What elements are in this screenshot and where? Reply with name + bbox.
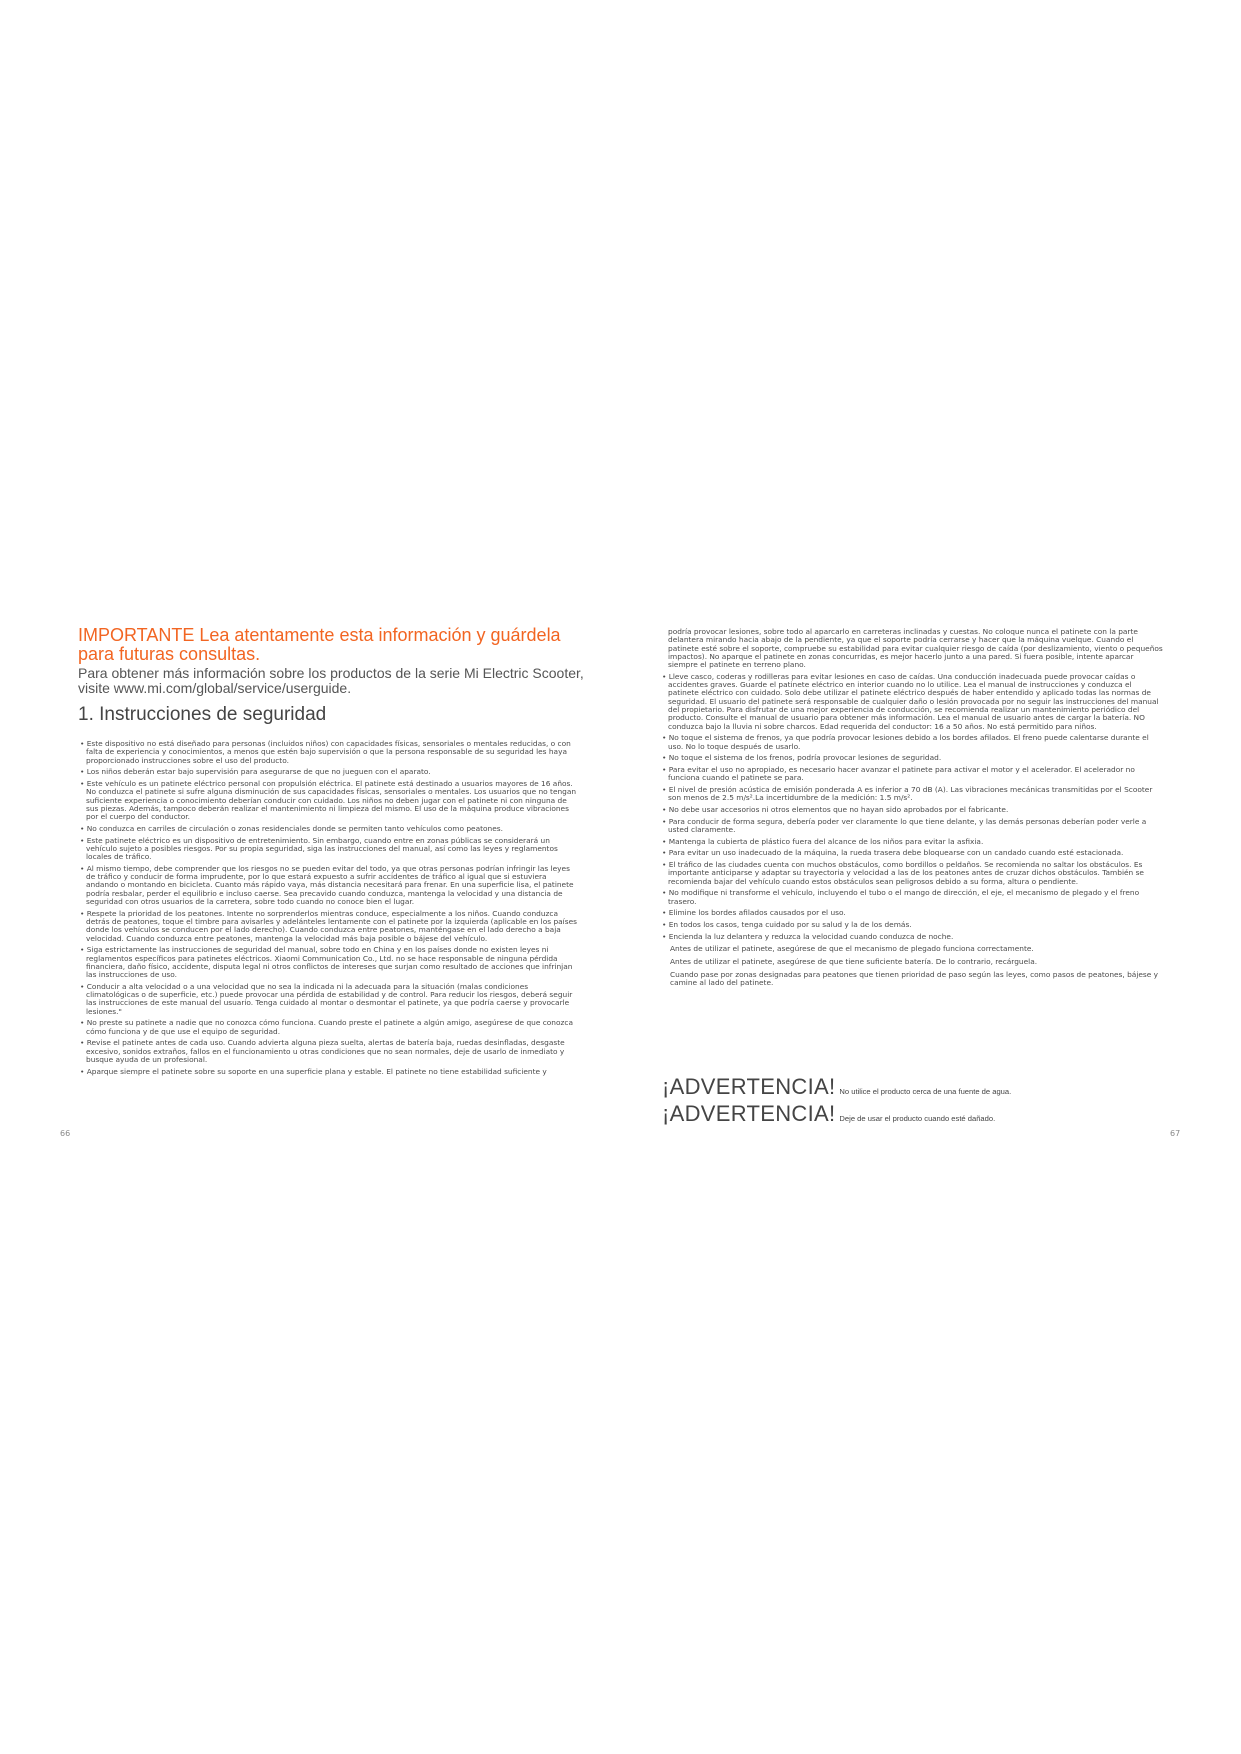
list-item: • Conducir a alta velocidad o a una velocidad que no sea la indicada ni la adecuada para la situación (malas condiciones climatológicas o de superficie, etc.) puede provocar una pérdida de estabilidad y de control. Para reducir los riesgos, deberá seguir las instrucciones de este manual del usuario. Tenga cuidado al montar o desmontar el patinete, ya que podría caerse y provocarle lesiones." xyxy=(80,981,573,1016)
list-item: • Para evitar un uso inadecuado de la máquina, la rueda trasera debe bloquearse con un candado cuando esté estacionada. xyxy=(662,848,1124,858)
list-item: • En todos los casos, tenga cuidado por su salud y la de los demás. xyxy=(662,919,912,929)
warning-damaged xyxy=(662,1101,1222,1127)
paragraph: Antes de utilizar el patinete, asegúrese de que el mecanismo de plegado funciona correctamente. xyxy=(670,943,1034,953)
section-title: 1. Instrucciones de seguridad xyxy=(78,704,327,725)
list-item: • Este vehículo es un patinete eléctrico personal con propulsión eléctrica. El patinete está destinado a usuarios mayores de 16 años. No conduzca el patinete si sufre alguna disminución de sus capacidades físicas, sensoriales o mentales. Los usuarios que no tengan suficiente experiencia o conocimiento deberían conducir con cuidado. Los niños no deben jugar con el patinete ni con ninguna de sus piezas. Además, tampoco deberán realizar el mantenimiento ni limpieza del mismo. El uso de la máquina produce vibraciones por el cuerpo del conductor. xyxy=(80,778,577,822)
list-item: • Mantenga la cubierta de plástico fuera del alcance de los niños para evitar la asfixia. xyxy=(662,836,984,846)
warning-message: No utilice el producto cerca de una fuente de agua. xyxy=(839,1087,1012,1096)
paragraph: Cuando pase por zonas designadas para peatones que tienen prioridad de paso según las leyes, como pasos de peatones, bájese y camine al lado del patinete. xyxy=(670,970,1159,988)
list-item: • No debe usar accesorios ni otros elementos que no hayan sido aprobados por el fabricante. xyxy=(662,804,1009,814)
paragraph: Antes de utilizar el patinete, asegúrese de que tiene suficiente batería. De lo contrario, recárguela. xyxy=(670,957,1038,967)
list-item: • Encienda la luz delantera y reduzca la velocidad cuando conduzca de noche. xyxy=(662,931,954,941)
warning-heading: ¡ADVERTENCIA! xyxy=(662,1101,836,1126)
page-number-right: 67 xyxy=(1170,1129,1181,1138)
list-item: • Al mismo tiempo, debe comprender que los riesgos no se pueden evitar del todo, ya que otras personas podrían infringir las leyes de tráfico y conducir de forma imprudente, por lo que estará expuesto a sufrir accidentes de tráfico al igual que si estuviera andando o montando en bicicleta. Cuanto más rápido vaya, más distancia necesitará para frenar. En una superficie lisa, el patinete podría resbalar, perder el equilibrio e incluso caerse. Sea precavido cuando conduzca, mantenga la velocidad y una distancia de seguridad con otros usuarios de la carretera, sobre todo cuando no conoce bien el lugar. xyxy=(80,863,574,906)
list-item: • Siga estrictamente las instrucciones de seguridad del manual, sobre todo en China y en los países donde no existen leyes ni reglamentos específicos para patinetes eléctricos. Xiaomi Communication Co., Ltd. no se hace responsable de ninguna pérdida financiera, daño físico, accidente, disputa legal ni otros conflictos de intereses que surjan como resultado de acciones que infrinjan las instrucciones de uso. xyxy=(80,945,573,980)
more-info-text: Para obtener más información sobre los productos de la serie Mi Electric Scooter, visite www.mi.com/global/service/userguide. xyxy=(78,665,584,696)
list-item: • Para conducir de forma segura, debería poder ver claramente lo que tiene delante, y las demás personas deberían poder verle a usted claramente. xyxy=(662,816,1147,834)
list-item: • No toque el sistema de los frenos, podría provocar lesiones de seguridad. xyxy=(662,753,942,763)
list-item: • Este patinete eléctrico es un dispositivo de entretenimiento. Sin embargo, cuando entre en zonas públicas se considerará un vehículo sujeto a posibles riesgos. Por su propia seguridad, siga las instrucciones del manual, así como las leyes y reglamentos locales de tráfico. xyxy=(80,835,558,862)
list-item: • Para evitar el uso no apropiado, es necesario hacer avanzar el patinete para activar el motor y el acelerador. El acelerador no funciona cuando el patinete se para. xyxy=(662,765,1135,783)
continuation-text: podría provocar lesiones, sobre todo al aparcarlo en carreteras inclinadas y cuestas. No coloque nunca el patinete con la parte delantera mirando hacia abajo de la pendiente, ya que el soporte podría cerrarse y hacer que la máquina vuelque. Cuando el patinete esté sobre el soporte, compruebe su estabilidad para evitar cualquier riesgo de caída (por deslizamiento, viento o pequeños impactos). No aparque el patinete en zonas concurridas, es mejor hacerlo junto a una pared. Si fuera posible, intente aparcar siempre el patinete en terreno plano. xyxy=(668,627,1163,670)
important-notice: IMPORTANTE Lea atentamente esta información y guárdela para futuras consultas. xyxy=(78,625,561,664)
page-number-left: 66 xyxy=(60,1129,71,1138)
list-item: • No conduzca en carriles de circulación o zonas residenciales donde se permiten tanto vehículos como peatones. xyxy=(80,823,503,833)
list-item: • Respete la prioridad de los peatones. Intente no sorprenderlos mientras conduce, especialmente a los niños. Cuando conduzca detrás de peatones, toque el timbre para avisarles y adelánteles lentamente con el patinete por la izquierda (aplicable en los países donde los vehículos se conducen por el lado derecho). Cuando conduzca entre peatones, manténgase en el lado derecho a baja velocidad. Cuando conduzca entre peatones, mantenga la velocidad más baja posible o bájese del vehículo. xyxy=(80,908,577,943)
list-item: • Revise el patinete antes de cada uso. Cuando advierta alguna pieza suelta, alertas de batería baja, ruedas desinfladas, desgaste excesivo, sonidos extraños, fallos en el funcionamiento u otras condiciones que no sean normales, deje de usarlo de inmediato y busque ayuda de un profesional. xyxy=(80,1038,565,1064)
list-item: • No toque el sistema de frenos, ya que podría provocar lesiones debido a los bordes afilados. El freno puede calentarse durante el uso. No lo toque después de usarlo. xyxy=(662,733,1149,751)
left-bullet-list xyxy=(80,740,580,1079)
warning-message: Deje de usar el producto cuando esté dañado. xyxy=(839,1114,996,1123)
list-item: • No preste su patinete a nadie que no conozca cómo funciona. Cuando preste el patinete a algún amigo, asegúrese de que conozca cómo funciona y de que use el equipo de seguridad. xyxy=(80,1018,573,1036)
left-page xyxy=(0,0,620,1754)
warning-water xyxy=(662,1074,1222,1100)
list-item: • El tráfico de las ciudades cuenta con muchos obstáculos, como bordillos o peldaños. Se recomienda no saltar los obstáculos. Es importante anticiparse y adaptar su trayectoria y velocidad a las de los peatones antes de cruzar dichos obstáculos. También se recomienda bajar del vehículo cuando estos obstáculos sean peligrosos debido a su forma, altura o pendiente. xyxy=(662,860,1144,886)
right-bullet-list xyxy=(662,628,1164,993)
list-item: • Aparque siempre el patinete sobre su soporte en una superficie plana y estable. El patinete no tiene estabilidad suficiente y xyxy=(80,1066,547,1076)
list-item: • Lleve casco, coderas y rodilleras para evitar lesiones en caso de caídas. Una conducción inadecuada puede provocar caídas o accidentes graves. Guarde el patinete eléctrico en interior cuando no lo utilice. Lea el manual de instrucciones y conduzca el patinete eléctrico con cuidado. Solo debe utilizar el patinete eléctrico después de haber entendido y aplicado todas las normas de seguridad. El usuario del patinete será responsable de cualquier daño o lesión provocada por no seguir las instrucciones del manual del propietario. Para disfrutar de una mejor experiencia de conducción, se recomienda realizar un mantenimiento periódico del producto. Consulte el manual de usuario para obtener más información. Lea el manual de usuario antes de cargar la batería. NO conduzca bajo la lluvia ni sobre charcos. Edad requerida del conductor: 16 a 50 años. No está permitido para niños. xyxy=(662,671,1159,731)
list-item: • Los niños deberán estar bajo supervisión para asegurarse de que no jueguen con el aparato. xyxy=(80,767,431,777)
list-item: • Elimine los bordes afilados causados por el uso. xyxy=(662,908,846,918)
list-item: • No modifique ni transforme el vehículo, incluyendo el tubo o el mango de dirección, el eje, el mecanismo de plegado y el freno trasero. xyxy=(662,888,1140,906)
list-item: • El nivel de presión acústica de emisión ponderada A es inferior a 70 dB (A). Las vibraciones mecánicas transmitidas por el Scooter son menos de 2.5 m/s².La incertidumbre de la medición: 1.5 m/s². xyxy=(662,785,1153,803)
list-item: • Este dispositivo no está diseñado para personas (incluidos niños) con capacidades físicas, sensoriales o mentales reducidas, o con falta de experiencia y conocimientos, a menos que estén bajo supervisión o que la persona responsable de su seguridad les haya proporcionado instrucciones sobre el uso del producto. xyxy=(80,739,571,765)
warning-heading: ¡ADVERTENCIA! xyxy=(662,1074,836,1099)
